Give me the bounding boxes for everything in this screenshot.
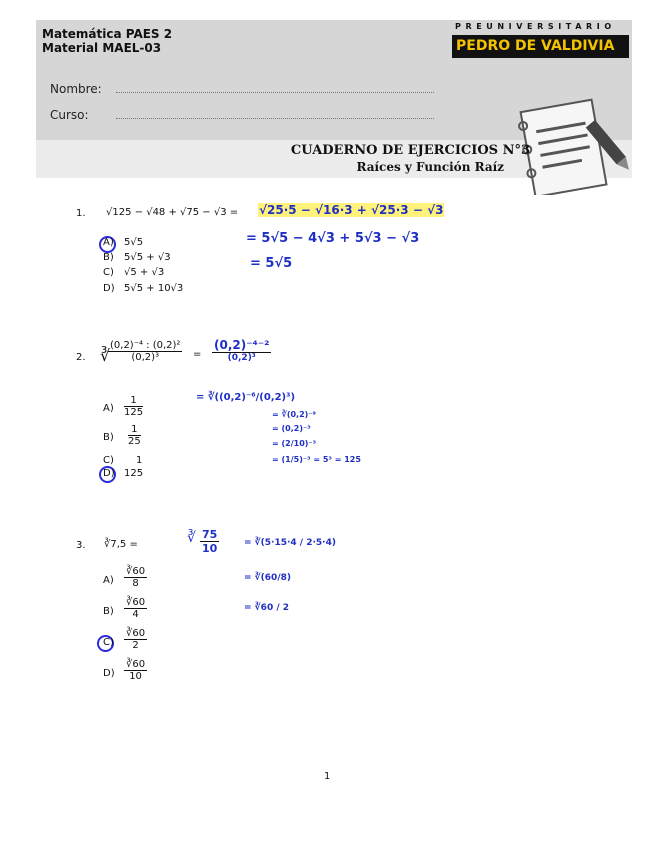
question-3-statement: ∛7,5 = bbox=[104, 539, 138, 550]
q3-work-4: = ∛60 / 2 bbox=[244, 603, 290, 613]
subject-line-1: Matemática PAES 2 bbox=[42, 27, 173, 41]
q1-option-c-text: √5 + √3 bbox=[124, 267, 165, 278]
q2-option-d-letter[interactable]: D) bbox=[103, 468, 115, 479]
question-1-number: 1. bbox=[76, 208, 86, 219]
question-3-number: 3. bbox=[76, 540, 86, 551]
question-1-statement: √125 − √48 + √75 − √3 = bbox=[106, 207, 239, 218]
q2-work-5: = (2/10)⁻³ bbox=[272, 439, 317, 448]
q1-option-a-text: 5√5 bbox=[124, 237, 144, 248]
brand-name: PEDRO DE VALDIVIA bbox=[456, 38, 615, 54]
q1-option-d-text: 5√5 + 10√3 bbox=[124, 283, 184, 294]
q3-work-2: = ∛(5·15·4 / 2·5·4) bbox=[244, 538, 336, 548]
q2-work-3: = ∛(0,2)⁻⁹ bbox=[272, 410, 317, 419]
q2-radical-icon: ∛ bbox=[100, 346, 111, 365]
question-2-statement: $\frac{\text{(0,2)⁻⁴ : (0,2)²}}{\text{(0,2)³}}$ bbox=[110, 340, 181, 363]
brand-top: PREUNIVERSITARIO bbox=[455, 22, 616, 31]
course-label: Curso: bbox=[50, 108, 89, 122]
q3-option-d-letter[interactable]: D) bbox=[103, 668, 115, 679]
q1-work-line-1: √25·5 − √16·3 + √25·3 − √3 bbox=[259, 203, 444, 217]
q1-option-d-letter[interactable]: D) bbox=[103, 283, 115, 294]
q3-radical-icon: ∛ bbox=[187, 530, 196, 546]
q3-option-d-value: $\frac{∛60}{10}$ bbox=[126, 659, 146, 682]
q2-option-d-value: 125 bbox=[124, 468, 144, 479]
name-label: Nombre: bbox=[50, 82, 102, 96]
q3-option-b-letter[interactable]: B) bbox=[103, 606, 114, 617]
course-field[interactable] bbox=[116, 118, 434, 119]
q3-option-c-value: $\frac{∛60}{2}$ bbox=[126, 628, 146, 651]
q1-option-b-letter[interactable]: B) bbox=[103, 252, 114, 263]
q2-option-a-value: $\frac{1}{125}$ bbox=[124, 395, 144, 418]
q2-equals: = bbox=[193, 349, 202, 360]
q1-work-line-3: = 5√5 bbox=[250, 256, 293, 271]
page-number: 1 bbox=[324, 771, 331, 782]
q1-option-a-letter[interactable]: A) bbox=[103, 237, 114, 248]
page-subtitle: Raíces y Función Raíz bbox=[356, 160, 504, 174]
q2-option-c-value: 1 bbox=[136, 455, 143, 466]
name-field[interactable] bbox=[116, 92, 434, 93]
q2-option-b-letter[interactable]: B) bbox=[103, 432, 114, 443]
q3-option-a-letter[interactable]: A) bbox=[103, 575, 114, 586]
subject-block bbox=[42, 27, 172, 55]
q2-work-6: = (1/5)⁻³ = 5³ = 125 bbox=[272, 455, 361, 464]
page-title: CUADERNO DE EJERCICIOS N°3 bbox=[290, 143, 530, 158]
q3-option-b-value: $\frac{∛60}{4}$ bbox=[126, 597, 146, 620]
q2-work-4: = (0,2)⁻³ bbox=[272, 424, 311, 433]
subject-line-2: Material MAEL-03 bbox=[42, 41, 162, 55]
q3-work-3: = ∛(60/8) bbox=[244, 573, 291, 583]
question-2-number: 2. bbox=[76, 352, 86, 363]
q1-work-line-2: = 5√5 − 4√3 + 5√3 − √3 bbox=[246, 231, 420, 246]
q2-work-2: = ∛((0,2)⁻⁶/(0,2)³) bbox=[196, 392, 296, 403]
q1-option-b-text: 5√5 + √3 bbox=[124, 252, 171, 263]
q2-option-a-letter[interactable]: A) bbox=[103, 403, 114, 414]
q3-option-a-value: $\frac{∛60}{8}$ bbox=[126, 566, 146, 589]
q2-option-b-value: $\frac{1}{25}$ bbox=[128, 424, 141, 447]
q2-option-c-letter[interactable]: C) bbox=[103, 455, 114, 466]
q1-option-c-letter[interactable]: C) bbox=[103, 267, 114, 278]
q3-option-c-letter[interactable]: C) bbox=[103, 637, 114, 648]
q3-work-1: $\frac{75}{10}$ bbox=[202, 528, 218, 555]
q2-work-1: (0,2)⁻⁴⁻² (0,2)³ bbox=[214, 338, 270, 363]
